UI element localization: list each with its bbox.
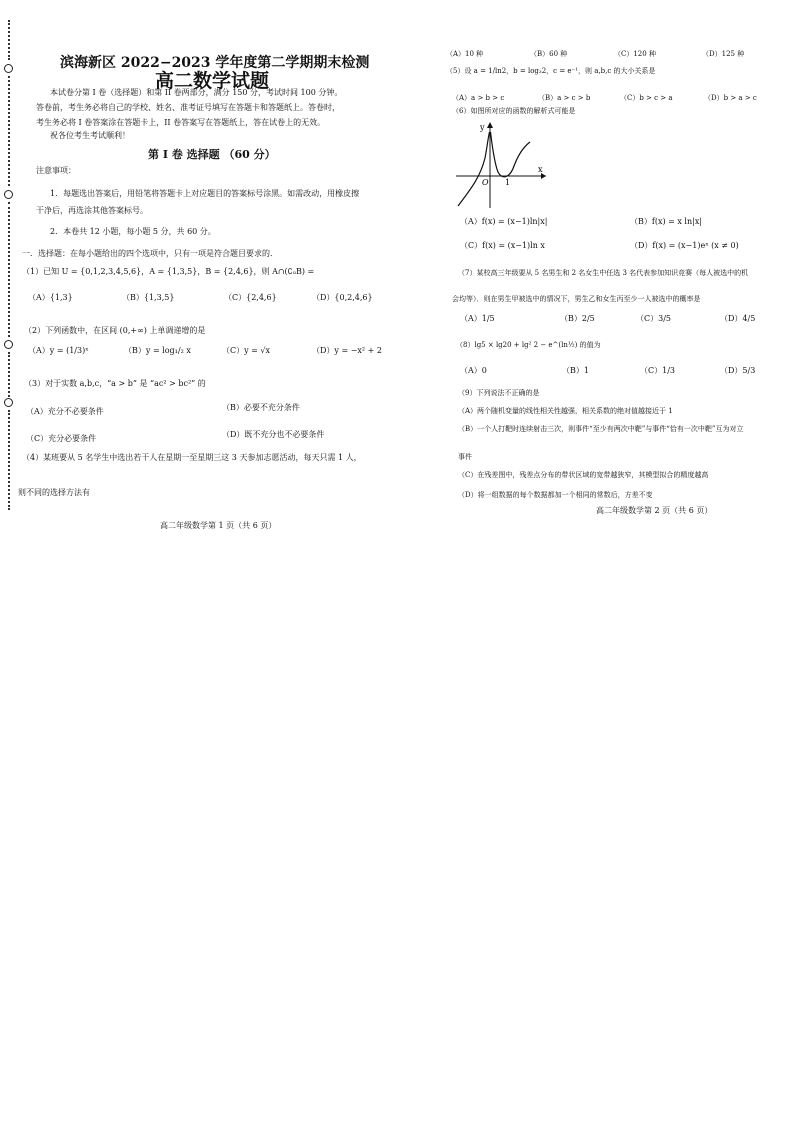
q8-option-a: （A）0 xyxy=(460,366,487,375)
q5-option-d: （D）b > a > c xyxy=(704,94,757,102)
q7-option-b: （B）2/5 xyxy=(560,314,595,323)
q5-option-a: （A）a > b > c xyxy=(452,94,505,102)
q7-line1: （7）某校高三年级要从 5 名男生和 2 名女生中任选 3 名代表参加知识竞赛（每人被选中的机 xyxy=(458,269,749,277)
page-footer: 高二年级数学第 2 页（共 6 页） xyxy=(596,506,713,515)
q5-option-b: （B）a > c > b xyxy=(538,94,591,102)
q2-option-b: （B）y = log₁/₂ x xyxy=(124,346,191,355)
q9-stem: （9）下列说法不正确的是 xyxy=(458,389,540,397)
y-axis-arrow xyxy=(487,122,493,128)
q3-option-d: （D）既不充分也不必要条件 xyxy=(222,430,325,439)
exam-title: 滨海新区 2022−2023 学年度第二学期期末检测 xyxy=(60,55,370,71)
binding-hole xyxy=(4,340,13,349)
q4-option-a: （A）10 种 xyxy=(446,50,484,58)
q2-stem: （2）下列函数中，在区间 (0,+∞) 上单调递增的是 xyxy=(24,326,206,335)
tick-label-1: 1 xyxy=(505,178,511,187)
binding-hole xyxy=(4,64,13,73)
q3-stem: （3）对于实数 a,b,c，“a > b” 是 “ac² > bc²” 的 xyxy=(24,379,206,388)
intro-line: 考生务必将 I 卷答案涂在答题卡上，II 卷答案写在答题纸上，答在试卷上的无效。 xyxy=(36,118,326,127)
q1-option-d: （D）{0,2,4,6} xyxy=(312,293,373,302)
dotted-line xyxy=(8,20,10,60)
q2-option-a: （A）y = (1/3)ˣ xyxy=(28,346,89,355)
q7-line2: 会均等）．则在男生甲被选中的情况下，男生乙和女生丙至少一人被选中的概率是 xyxy=(452,295,701,303)
function-graph xyxy=(452,118,552,210)
q8-stem: （8）lg5 × lg20 + lg² 2 − e^(ln½) 的值为 xyxy=(456,341,601,349)
intro-line: 本试卷分第 I 卷（选择题）和第 II 卷两部分，满分 150 分，考试时间 100 分钟。 xyxy=(50,88,343,97)
q7-option-a: （A）1/5 xyxy=(460,314,495,323)
q6-stem: （6）如图所对应的函数的解析式可能是 xyxy=(452,107,576,115)
dotted-line xyxy=(8,410,10,510)
q5-option-c: （C）b > c > a xyxy=(620,94,673,102)
q8-option-d: （D）5/3 xyxy=(720,366,756,375)
q5-stem: （5）设 a = 1/ln2，b = log₃2，c = e⁻¹，则 a,b,c 的大小关系是 xyxy=(446,67,656,75)
intro-line: 祝各位考生考试顺利！ xyxy=(50,131,130,140)
q4-option-c: （C）120 种 xyxy=(614,50,656,58)
binding-hole xyxy=(4,398,13,407)
note-line: 2．本卷共 12 小题，每小题 5 分，共 60 分。 xyxy=(50,227,216,236)
notes-title: 注意事项： xyxy=(36,166,76,175)
q9-option-b: （B）一个人打靶时连续射击三次，则事件“至少有两次中靶”与事件“恰有一次中靶”互为对立 xyxy=(458,425,744,433)
exam-subtitle: 高二数学试题 xyxy=(155,70,270,92)
q2-option-d: （D）y = −x² + 2 xyxy=(312,346,383,355)
curve-left-branch xyxy=(458,132,490,206)
q1-option-a: （A）{1,3} xyxy=(28,293,73,302)
q9-option-c: （C）在残差图中，残差点分布的带状区域的宽带越狭窄，其模型拟合的精度越高 xyxy=(458,471,709,479)
q1-stem: （1）已知 U = {0,1,2,3,4,5,6}，A = {1,3,5}，B = {2,4,6}，则 A∩(∁ᵤB) = xyxy=(22,267,315,276)
dotted-line xyxy=(8,352,10,397)
q4-line2: 则不同的选择方法有 xyxy=(18,488,90,497)
note-line: 1．每题选出答案后，用铅笔将答题卡上对应题目的答案标号涂黑。如需改动，用橡皮擦 xyxy=(50,189,360,198)
section-title: 第 I 卷 选择题 （60 分） xyxy=(148,148,276,161)
part-heading: 一．选择题：在每小题给出的四个选项中，只有一项是符合题目要求的． xyxy=(22,249,278,258)
q6-option-d: （D）f(x) = (x−1)eˣ (x ≠ 0) xyxy=(630,241,739,250)
q2-option-c: （C）y = √x xyxy=(222,346,271,355)
axis-label-x: x xyxy=(538,165,543,174)
page-footer: 高二年级数学第 1 页（共 6 页） xyxy=(160,521,277,530)
q7-option-d: （D）4/5 xyxy=(720,314,756,323)
curve-right-branch xyxy=(491,132,531,177)
binding-hole xyxy=(4,190,13,199)
note-line: 干净后，再选涂其他答案标号。 xyxy=(36,206,148,215)
q9-option-b-cont: 事件 xyxy=(458,453,472,461)
q3-option-b: （B）必要不充分条件 xyxy=(222,403,300,412)
q6-option-a: （A）f(x) = (x−1)ln|x| xyxy=(460,217,548,226)
q1-option-c: （C）{2,4,6} xyxy=(224,293,277,302)
q8-option-b: （B）1 xyxy=(562,366,589,375)
axis-label-y: y xyxy=(480,123,485,132)
q9-option-d: （D）将一组数据的每个数据都加一个相同的常数后，方差不变 xyxy=(458,491,653,499)
binding-margin xyxy=(2,20,16,520)
intro-line: 答卷前，考生务必将自己的学校、姓名、准考证号填写在答题卡和答题纸上。答卷时， xyxy=(36,103,340,112)
q4-option-d: （D）125 种 xyxy=(702,50,745,58)
q3-option-c: （C）充分必要条件 xyxy=(26,434,97,443)
q6-option-c: （C）f(x) = (x−1)ln x xyxy=(460,241,545,250)
q3-option-a: （A）充分不必要条件 xyxy=(26,407,104,416)
q6-option-b: （B）f(x) = x ln|x| xyxy=(630,217,703,226)
q1-option-b: （B）{1,3,5} xyxy=(122,293,175,302)
origin-label: O xyxy=(482,178,489,187)
q9-option-a: （A）两个随机变量的线性相关性越强，相关系数的绝对值越接近于 1 xyxy=(458,407,673,415)
q4-line1: （4）某班要从 5 名学生中选出若干人在星期一至星期三这 3 天参加志愿活动，每天只需 1 人， xyxy=(22,453,362,462)
dotted-line xyxy=(8,76,10,186)
q7-option-c: （C）3/5 xyxy=(636,314,671,323)
q8-option-c: （C）1/3 xyxy=(640,366,675,375)
dotted-line xyxy=(8,202,10,337)
q4-option-b: （B）60 种 xyxy=(530,50,568,58)
